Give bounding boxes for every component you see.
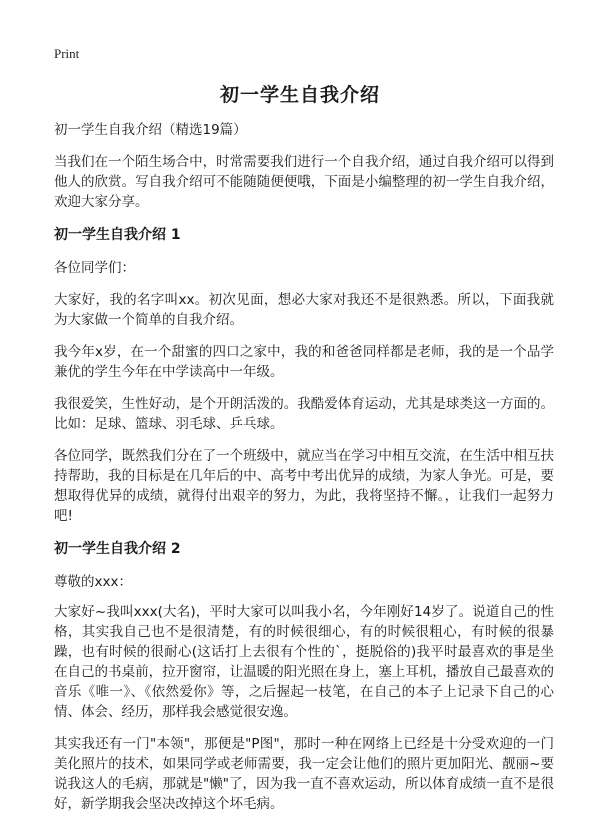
section-1-paragraph: 我很爱笑，生性好动，是个开朗活泼的。我酷爱体育运动，尤其是球类这一方面的。比如：足球、篮球、羽毛球、乒乓球。 [54, 396, 554, 432]
section-heading-1: 初一学生自我介绍 1 [54, 227, 181, 243]
section-1-paragraph: 各位同学，既然我们分在了一个班级中，就应当在学习中相互交流，在生活中相互扶持帮助，我的目标是在几年后的中、高考中考出优异的成绩，为家人争光。可是，要想取得优异的成绩，就得付出艰辛的努力，为此，我将坚持不懈。，让我们一起努力吧! [54, 448, 554, 524]
section-2-greeting: 尊敬的xxx： [54, 574, 132, 590]
document-subtitle: 初一学生自我介绍（精选19篇） [54, 122, 247, 138]
section-2-paragraph: 大家好~我叫xxx(大名)，平时大家可以叫我小名，今年刚好14岁了。说道自己的性格，其实我自己也不是很清楚，有的时候很细心，有的时候很粗心，有时候的很暴躁，也有时候的很耐心(这话打上去很有个性的`，挺脱俗的)我平时最喜欢的事是坐在自己的书桌前，拉开窗帘，让温暖的阳光照在身上，塞上耳机，播放自己最喜欢的音乐《唯一》、《依然爱你》等，之后握起一枝笔，在自己的本子上记录下自己的心情、体会、经历，那样我会感觉很安逸。 [54, 604, 554, 720]
intro-paragraph: 当我们在一个陌生场合中，时常需要我们进行一个自我介绍，通过自我介绍可以得到他人的欣赏。写自我介绍可不能随随便便哦，下面是小编整理的初一学生自我介绍，欢迎大家分享。 [54, 154, 554, 210]
section-1-paragraph: 大家好，我的名字叫xx。初次见面，想必大家对我还不是很熟悉。所以，下面我就为大家做一个简单的自我介绍。 [54, 292, 554, 328]
section-2-paragraph: 其实我还有一门"本领"，那便是"P图"，那时一种在网络上已经是十分受欢迎的一门美化照片的技术，如果同学或老师需要，我一定会让他们的照片更加阳光、靓丽~要说我这人的毛病，那就是"懒"了，因为我一直不喜欢运动，所以体育成绩一直不是很好，新学期我会坚决改掉这个坏毛病。 [54, 736, 554, 812]
section-1-greeting: 各位同学们： [54, 260, 135, 276]
section-heading-2: 初一学生自我介绍 2 [54, 541, 181, 557]
document-body [54, 120, 554, 826]
document-title: 初一学生自我介绍 [219, 84, 380, 106]
print-link[interactable]: Print [54, 46, 80, 61]
section-1-paragraph: 我今年x岁，在一个甜蜜的四口之家中，我的和爸爸同样都是老师，我的是一个品学兼优的学生今年在中学读高中一年级。 [54, 344, 554, 380]
